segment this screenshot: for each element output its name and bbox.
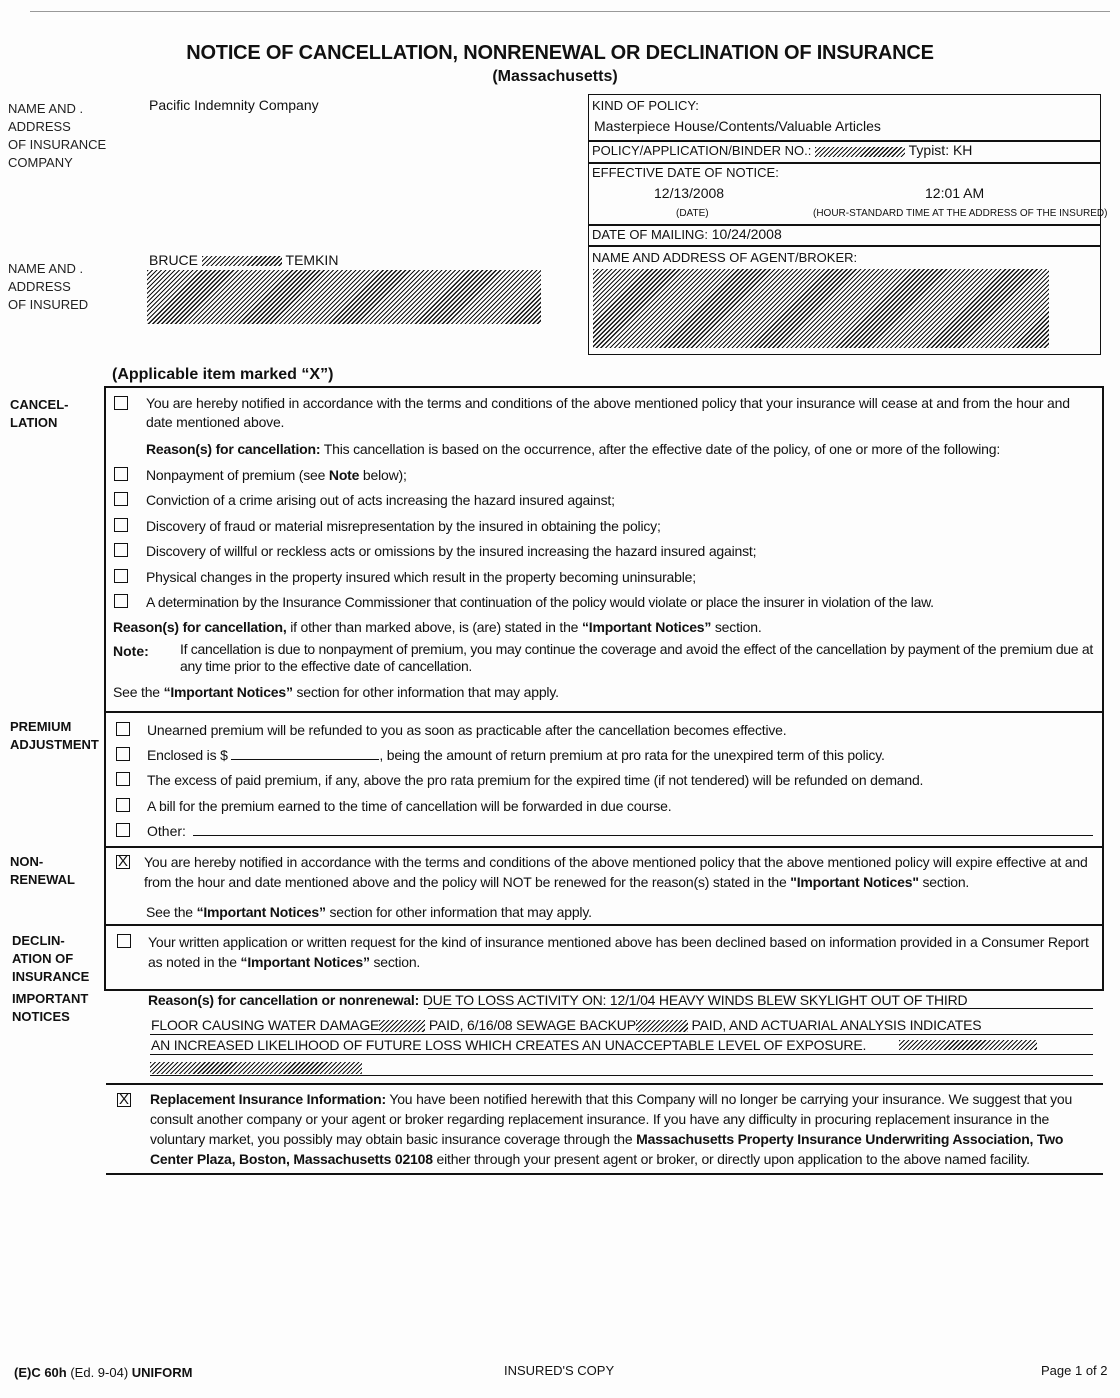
kind-of-policy-value: Masterpiece House/Contents/Valuable Articles xyxy=(594,118,881,134)
reason-nonpayment: Nonpayment of premium (see Note below); xyxy=(146,467,407,483)
cancellation-reasons-intro xyxy=(146,439,1096,459)
cancellation-checkbox[interactable] xyxy=(114,396,128,410)
agent-label: NAME AND ADDRESS OF AGENT/BROKER: xyxy=(592,250,858,265)
nonrenewal-text: You are hereby notified in accordance with the terms and conditions of the above mentioned policy that the above mentioned policy will expire effective at and from the hour and date mentioned above and the policy will NOT be renewed for the reason(s) stated in the "Important Notices" section. xyxy=(144,854,1088,890)
page-number: Page 1 of 2 xyxy=(1041,1363,1108,1378)
effective-date-label: EFFECTIVE DATE OF NOTICE: xyxy=(592,165,779,180)
mailing-date-row xyxy=(592,226,1104,242)
premium-label: PREMIUM ADJUSTMENT xyxy=(10,719,99,752)
nonrenewal-see-notices: See the “Important Notices” section for other information that may apply. xyxy=(146,904,592,920)
effective-time: 12:01 AM xyxy=(925,185,985,201)
effective-date: 12/13/2008 xyxy=(654,185,725,201)
redacted-middle-name xyxy=(202,256,282,266)
reason-physical: Physical changes in the property insured which result in the property becoming uninsurable; xyxy=(146,569,696,585)
reason-willful-checkbox[interactable] xyxy=(114,543,128,557)
important-line-1: Reason(s) for cancellation or nonrenewal: DUE TO LOSS ACTIVITY ON: 12/1/04 HEAVY WINDS BLEW SKYLIGHT OUT OF THIRD xyxy=(148,992,968,1008)
nonrenewal-label: NON- RENEWAL xyxy=(10,854,75,887)
replacement-checkbox[interactable]: X xyxy=(118,1091,129,1108)
replacement-text: Replacement Insurance Information: You have been notified herewith that this Company will no longer be carrying your insurance. We suggest that you consult another company or your agent or broker regarding replacement insurance. If you have any difficulty in procuring replacement insurance in the voluntary market, you possibly may obtain basic insurance coverage through the Massachusetts Property Insurance Underwriting Association, Two Center Plaza, Boston, Massachusetts 02108 either through your present agent or broker, or directly upon application to the above named facility. xyxy=(150,1091,1073,1167)
redacted-notice-line-4 xyxy=(150,1062,362,1074)
cancellation-other-reasons: Reason(s) for cancellation, if other than marked above, is (are) stated in the “Important Notices” section. xyxy=(113,619,762,635)
redacted-policy-number xyxy=(815,147,905,157)
important-line-2: FLOOR CAUSING WATER DAMAGE PAID, 6/16/08 SEWAGE BACKUP PAID, AND ACTUARIAL ANALYSIS INDICATES xyxy=(151,1017,982,1033)
applicable-heading: (Applicable item marked “X”) xyxy=(112,366,334,383)
form-number: (E)C 60h (Ed. 9-04) UNIFORM xyxy=(14,1365,193,1380)
mailing-date-label: DATE OF MAILING: xyxy=(592,227,709,242)
note-text: If cancellation is due to nonpayment of premium, you may continue the coverage and avoid the effect of the cancellation by payment of the premium due at any time prior to the effective date of cancellation. xyxy=(180,641,1093,674)
premium-unearned-checkbox[interactable] xyxy=(116,722,130,736)
cancellation-label: CANCEL- LATION xyxy=(10,397,69,430)
premium-other-line xyxy=(193,835,1093,836)
form-left-border xyxy=(104,386,106,991)
enclosed-amount-field[interactable] xyxy=(231,745,379,760)
insured-last-name: TEMKIN xyxy=(285,252,339,268)
premium-other-checkbox[interactable] xyxy=(116,823,130,837)
premium-bill: A bill for the premium earned to the time of cancellation will be forwarded in due course. xyxy=(147,798,672,814)
nonrenewal-checkbox[interactable]: X xyxy=(117,853,128,870)
insured-name xyxy=(149,250,338,270)
premium-enclosed-checkbox[interactable] xyxy=(116,747,130,761)
form-top-border xyxy=(104,386,1104,388)
premium-unearned: Unearned premium will be refunded to you as soon as practicable after the cancellation becomes effective. xyxy=(147,722,787,738)
premium-excess-checkbox[interactable] xyxy=(116,772,130,786)
page-subtitle: (Massachusetts) xyxy=(492,68,618,85)
divider xyxy=(106,1173,1103,1175)
premium-bill-checkbox[interactable] xyxy=(116,798,130,812)
typist: Typist: KH xyxy=(908,142,973,158)
important-line-3: AN INCREASED LIKELIHOOD OF FUTURE LOSS WHICH CREATES AN UNACCEPTABLE LEVEL OF EXPOSURE. xyxy=(151,1037,867,1053)
divider xyxy=(106,1083,1103,1085)
divider xyxy=(104,711,1104,713)
important-notices-label: IMPORTANT NOTICES xyxy=(12,991,89,1024)
note-label: Note: xyxy=(113,643,149,659)
date-caption: (DATE) xyxy=(676,208,709,219)
divider xyxy=(589,162,1101,164)
reasons-label: Reason(s) for cancellation: xyxy=(146,441,321,457)
reason-commissioner: A determination by the Insurance Commissioner that continuation of the policy would violate or place the insurer in violation of the law. xyxy=(146,594,934,610)
premium-enclosed: Enclosed is $ , being the amount of return premium at pro rata for the unexpired term of this policy. xyxy=(147,747,885,763)
form-right-border xyxy=(1102,386,1104,991)
policy-number-row xyxy=(592,142,1104,158)
reason-physical-checkbox[interactable] xyxy=(114,569,128,583)
notice-rule xyxy=(428,1008,1093,1009)
reason-crime-checkbox[interactable] xyxy=(114,492,128,506)
redacted-insured-address xyxy=(147,270,541,324)
reasons-text: This cancellation is based on the occurrence, after the effective date of the policy, of one or more of the following: xyxy=(323,441,1001,457)
time-caption: (HOUR-STANDARD TIME AT THE ADDRESS OF THE INSURED) xyxy=(813,208,1108,219)
notice-rule xyxy=(150,1054,1093,1055)
copy-label: INSURED'S COPY xyxy=(504,1363,615,1378)
reason-willful: Discovery of willful or reckless acts or omissions by the insured increasing the hazard insured against; xyxy=(146,543,757,559)
reason-commissioner-checkbox[interactable] xyxy=(114,594,128,608)
company-label: NAME AND . ADDRESS OF INSURANCE COMPANY xyxy=(8,101,107,170)
declination-checkbox[interactable] xyxy=(117,934,131,948)
page-title: NOTICE OF CANCELLATION, NONRENEWAL OR DECLINATION OF INSURANCE xyxy=(186,42,934,64)
premium-other-label: Other: xyxy=(147,823,186,839)
redacted-agent-address xyxy=(593,269,1049,348)
policy-number-label: POLICY/APPLICATION/BINDER NO.: xyxy=(592,143,812,158)
notice-rule xyxy=(150,1075,1093,1076)
mailing-date: 10/24/2008 xyxy=(711,226,782,242)
reason-crime: Conviction of a crime arising out of acts increasing the hazard insured against; xyxy=(146,492,615,508)
cancellation-see-notices: See the “Important Notices” section for other information that may apply. xyxy=(113,684,559,700)
premium-excess: The excess of paid premium, if any, above the pro rata premium for the expired time (if not tendered) will be refunded on demand. xyxy=(147,772,924,788)
reason-fraud-checkbox[interactable] xyxy=(114,518,128,532)
declination-label: DECLIN- ATION OF INSURANCE xyxy=(12,933,90,984)
divider xyxy=(104,924,1104,926)
divider xyxy=(589,245,1101,247)
declination-text: Your written application or written request for the kind of insurance mentioned above has been declined based on information provided in a Consumer Report as noted in the “Important Notices” section. xyxy=(148,934,1089,970)
redacted-amount-2 xyxy=(636,1020,688,1032)
divider xyxy=(104,846,1104,848)
kind-of-policy-label: KIND OF POLICY: xyxy=(592,98,699,113)
redacted-amount-1 xyxy=(379,1020,425,1032)
reason-nonpayment-checkbox[interactable] xyxy=(114,467,128,481)
insured-label: NAME AND . ADDRESS OF INSURED xyxy=(8,261,89,312)
insured-first-name: BRUCE xyxy=(149,252,199,268)
redacted-notice-text xyxy=(899,1040,1037,1050)
reason-fraud: Discovery of fraud or material misrepresentation by the insured in obtaining the policy; xyxy=(146,518,661,534)
company-name: Pacific Indemnity Company xyxy=(149,97,319,113)
cancellation-intro: You are hereby notified in accordance with the terms and conditions of the above mentioned policy that your insurance will cease at and from the hour and date mentioned above. xyxy=(146,395,1070,430)
top-rule xyxy=(30,11,1110,12)
